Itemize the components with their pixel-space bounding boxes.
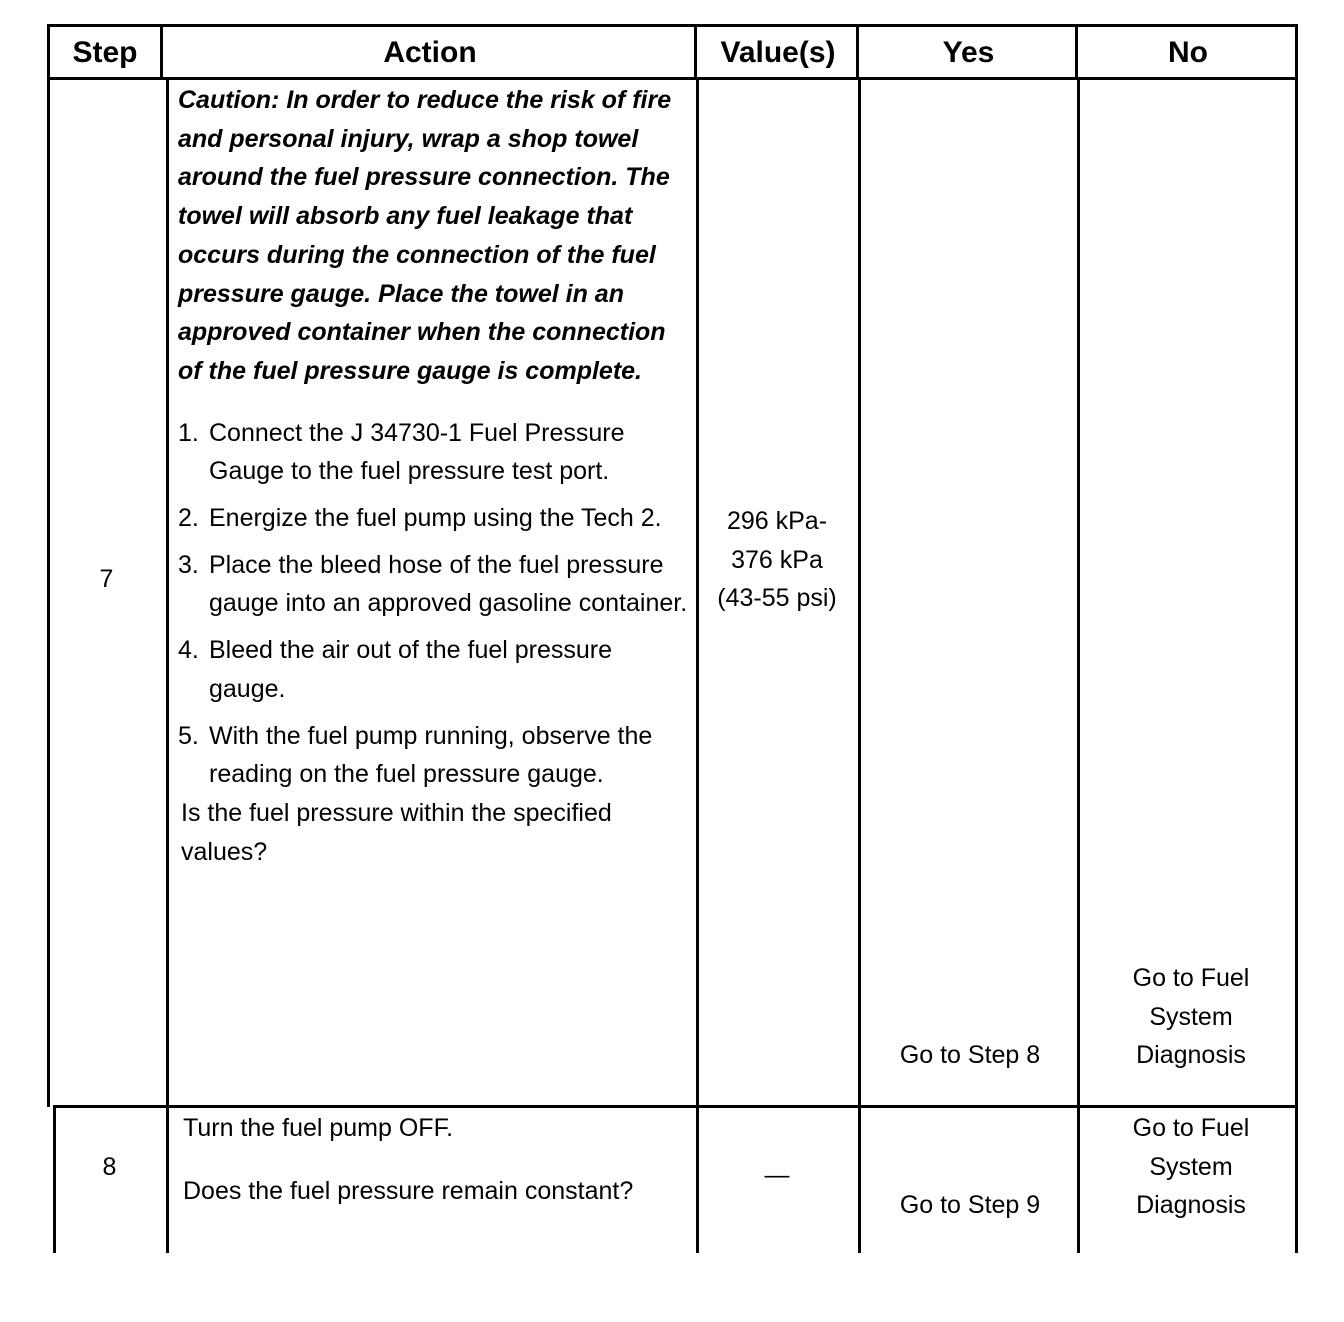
col-divider-yes-body <box>1077 80 1080 1253</box>
header-no: No <box>1168 36 1208 69</box>
step-number-7: 7 <box>99 565 114 593</box>
no-step-7: Go to Fuel System Diagnosis <box>1132 964 1250 1070</box>
procedure-list <box>178 414 690 794</box>
caution-text: Caution: In order to reduce the risk of fire and personal injury, wrap a shop towel around the fuel pressure connection. The towel will absorb any fuel leakage that occurs during the connection of the fuel pressure gauge. Place the towel in an approved container when the connection of the fuel pressure gauge is complete. <box>178 86 672 385</box>
step-number-8: 8 <box>102 1153 117 1181</box>
header-step: Step <box>72 36 138 69</box>
value-step-7: 296 kPa-376 kPa (43-55 psi) <box>717 507 837 613</box>
header-divider <box>47 77 1298 80</box>
row-divider <box>53 1105 1298 1108</box>
question-step-7: Is the fuel pressure within the specified values? <box>181 798 612 866</box>
diagnostic-table <box>47 24 1299 1253</box>
col-divider-step-body <box>166 80 169 1253</box>
procedure-step: 3. Place the bleed hose of the fuel pressure gauge into an approved gasoline container. <box>178 550 688 618</box>
question-step-8: Does the fuel pressure remain constant? <box>183 1177 634 1205</box>
value-step-8: — <box>764 1161 790 1189</box>
procedure-step: 1. Connect the J 34730-1 Fuel Pressure Gauge to the fuel pressure test port. <box>178 418 625 486</box>
table-border-top <box>47 24 1298 27</box>
header-yes: Yes <box>942 36 995 69</box>
procedure-step: 5. With the fuel pump running, observe the reading on the fuel pressure gauge. <box>178 721 653 789</box>
action-cell-step-7 <box>178 81 690 871</box>
header-action: Action <box>383 36 477 69</box>
col-divider-action-body <box>696 80 699 1253</box>
procedure-step: 2. Energize the fuel pump using the Tech 2. <box>178 504 662 533</box>
procedure-step: 4. Bleed the air out of the fuel pressure gauge. <box>178 636 613 703</box>
col-divider-values-body <box>858 80 861 1253</box>
table-border-right <box>1295 24 1298 1253</box>
no-step-8: Go to Fuel System Diagnosis <box>1132 1114 1250 1220</box>
action-line-step-8: Turn the fuel pump OFF. <box>183 1114 454 1142</box>
header-values: Value(s) <box>720 36 836 69</box>
yes-step-7: Go to Step 8 <box>899 1041 1041 1069</box>
yes-step-8: Go to Step 9 <box>899 1191 1041 1219</box>
